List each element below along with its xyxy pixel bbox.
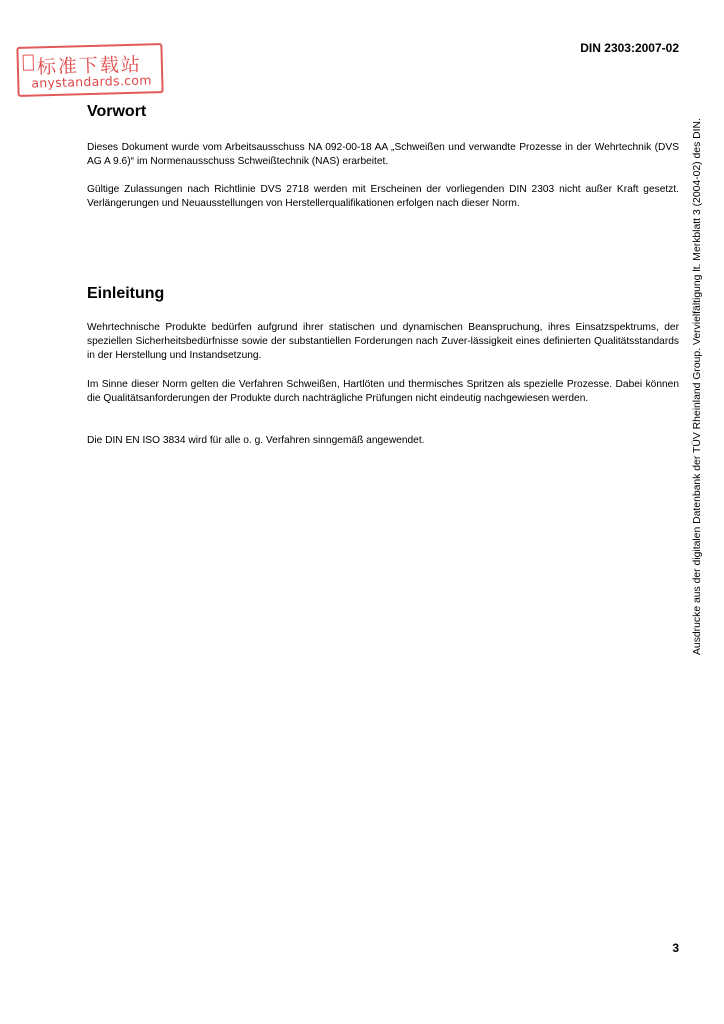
watermark-chinese-text: 标准下载站 — [36, 53, 143, 79]
page-number: 3 — [672, 941, 679, 955]
watermark-domain-text: anystandards.com — [31, 72, 152, 91]
stamp-box-icon — [23, 54, 34, 70]
einleitung-paragraph-1: Wehrtechnische Produkte bedürfen aufgrund ihrer statischen und dynamischen Beanspruchung, ihres Einsatzspektrums, der speziellen Sicherheitsbedürfnisse sowie der substantiellen Forderungen nach Zuver-lässigkeit eines definierten Qualitätsstandards in der Herstellung und Instandsetzung. — [87, 322, 679, 361]
document-id: DIN 2303:2007-02 — [580, 41, 679, 55]
vorwort-heading: Vorwort — [87, 103, 147, 120]
einleitung-paragraph-2: Im Sinne dieser Norm gelten die Verfahren Schweißen, Hartlöten und thermisches Spritzen als spezielle Prozesse. Dabei können die Qualitätsanforderungen der Produkte durch nachträgliche Prüfungen nicht eindeutig nachgewiesen werden. — [87, 379, 679, 404]
vorwort-paragraph-1: Dieses Dokument wurde vom Arbeitsausschuss NA 092-00-18 AA „Schweißen und verwandte Prozesse in der Wehrtechnik (DVS AG A 9.6)“ im Normenausschuss Schweißtechnik (NAS) erarbeitet. — [87, 142, 679, 167]
einleitung-paragraph-3: Die DIN EN ISO 3834 wird für alle o. g. Verfahren sinngemäß angewendet. — [87, 435, 425, 446]
side-copyright-note: Ausdrucke aus der digitalen Datenbank der TÜV Rheinland Group. Vervielfältigung lt. Merkblatt 3 (2004-02) des DIN. — [692, 118, 703, 655]
watermark-stamp — [16, 43, 163, 97]
vorwort-paragraph-2: Gültige Zulassungen nach Richtlinie DVS 2718 werden mit Erscheinen der vorliegenden DIN 2303 nicht außer Kraft gesetzt. Verlängerungen und Neuausstellungen von Herstellerqualifikationen erfolgen nach dieser Norm. — [87, 184, 679, 209]
einleitung-heading: Einleitung — [87, 285, 165, 302]
